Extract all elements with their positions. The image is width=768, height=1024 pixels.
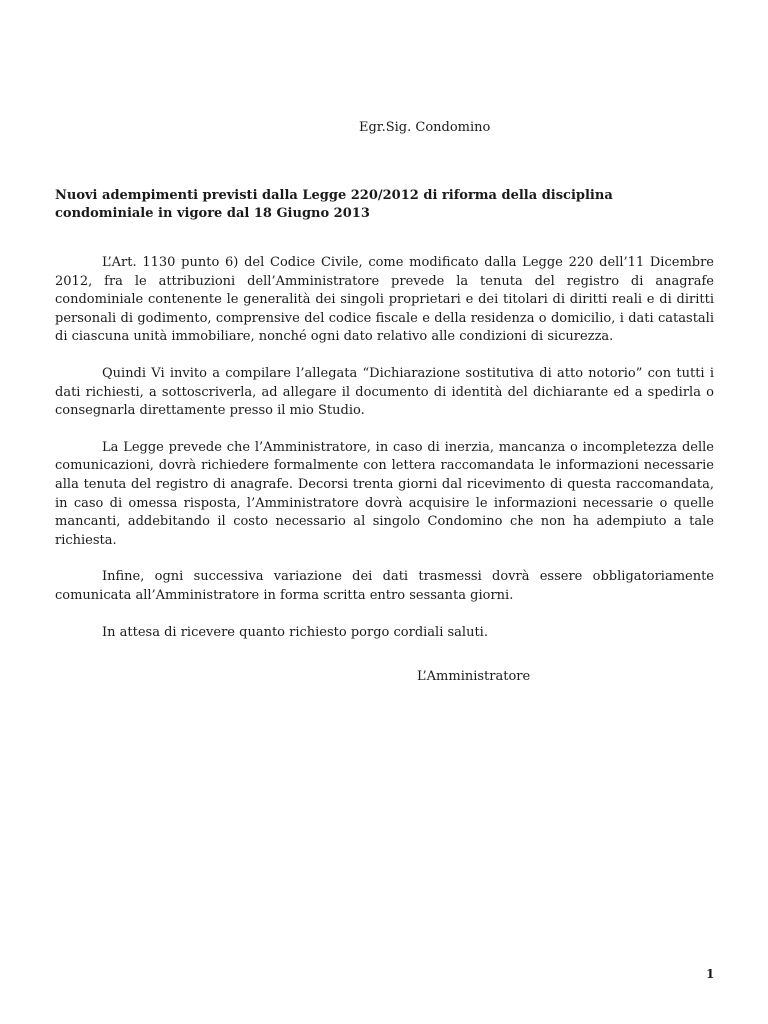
subject-line-2: condominiale in vigore dal 18 Giugno 2013: [55, 206, 370, 221]
paragraph-closing: In attesa di ricevere quanto richiesto porgo cordiali saluti.: [102, 624, 488, 640]
paragraph-variations: Infine, ogni successiva variazione dei dati trasmessi dovrà essere obbligatoriamente comunicata all’Amministratore in forma scritta entro sessanta giorni.: [55, 569, 714, 603]
signature: L’Amministratore: [417, 669, 531, 684]
paragraph-procedure: La Legge prevede che l’Amministratore, in caso di inerzia, mancanza o incompletezza delle comunicazioni, dovrà richiedere formalmente con lettera raccomandata le informazioni necessarie alla tenuta del registro di anagrafe. Decorsi trenta giorni dal ricevimento di questa raccomandata, in caso di omessa risposta, l’Amministratore dovrà acquisire le informazioni necessarie o quelle mancanti, addebitando il costo necessario al singolo Condomino che non ha adempiuto a tale richiesta.: [55, 439, 714, 548]
subject-line-1: Nuovi adempimenti previsti dalla Legge 220/2012 di riforma della disciplina: [55, 188, 613, 203]
page-number: 1: [706, 967, 715, 981]
paragraph-legal-reference: L’Art. 1130 punto 6) del Codice Civile, come modificato dalla Legge 220 dell’11 Dicembre 2012, fra le attribuzioni dell’Amministratore prevede la tenuta del registro di anagrafe condominiale contenente le generalità dei singoli proprietari e dei titolari di diritti reali e di diritti personali di godimento, comprensive del codice fiscale e della residenza o domicilio, i dati catastali di ciascuna unità immobiliare, nonché ogni dato relativo alle condizioni di sicurezza.: [55, 255, 714, 345]
letter-body: [55, 254, 714, 660]
paragraph-invitation: Quindi Vi invito a compilare l’allegata “Dichiarazione sostitutiva di atto notorio” con tutti i dati richiesti, a sottoscriverla, ad allegare il documento di identità del dichiarante ed a spedirla o consegnarla direttamente presso il mio Studio.: [55, 365, 714, 419]
recipient-salutation: Egr.Sig. Condomino: [359, 120, 491, 135]
subject-heading: [55, 187, 655, 223]
